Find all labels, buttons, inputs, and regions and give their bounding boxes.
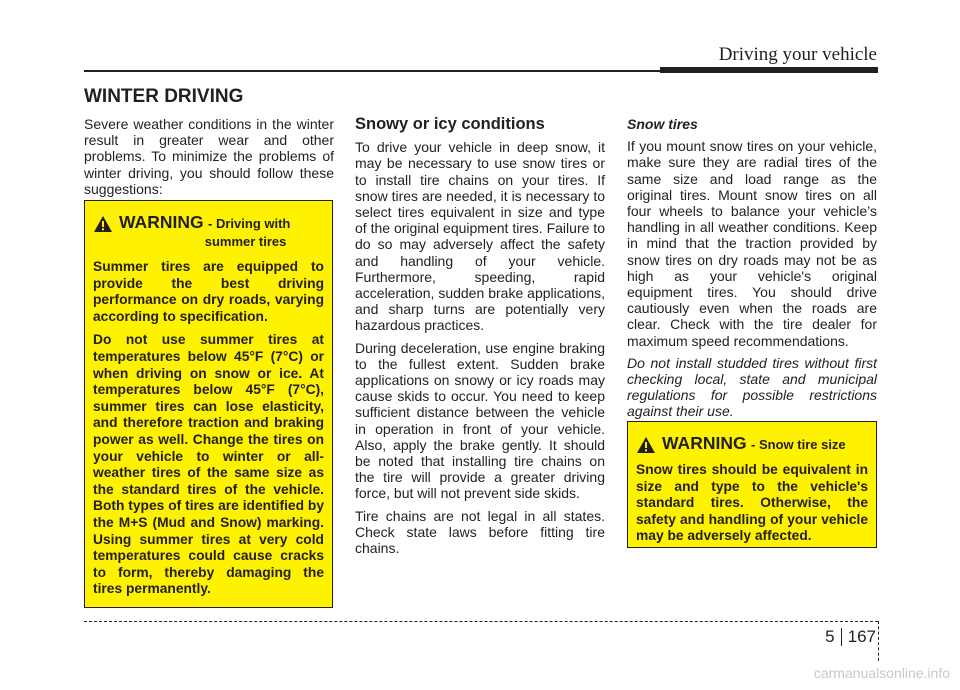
section-title: WINTER DRIVING <box>84 86 244 107</box>
footer-rule <box>84 621 878 622</box>
warning-body <box>93 259 324 598</box>
warning-paragraph: Snow tires should be equivalent in size and type to the vehicle's standard tires. Otherwise, the safety and handling of your vehicle may be adversely affected. <box>636 462 868 544</box>
body-paragraph: During deceleration, use engine braking to the fullest extent. Sudden brake applications on snowy or icy roads may cause skids to occur. You need to keep sufficient distance between the vehicle in operation in front of your vehicle. Also, apply the brake gently. It should be noted that installing tire chains on the tire will provide a greater driving force, but will not prevent side skids. <box>355 339 605 502</box>
studded-tires-note: Do not install studded tires without first checking local, state and municipal regulations for possible restrictions against their use. <box>627 354 877 420</box>
warning-box-snow-tire-size <box>627 421 877 548</box>
header-bar <box>660 67 878 73</box>
chapter-number: 5 <box>825 627 835 646</box>
warning-paragraph: Summer tires are equipped to provide the best driving performance on dry roads, varying according to specification. <box>93 259 324 324</box>
body-paragraph: If you mount snow tires on your vehicle, make sure they are radial tires of the same size and load range as the original tires. Mount snow tires on all four wheels to balance your vehicle’s handling in all weather conditions. Keep in mind that the traction provided by snow tires on dry roads may not be as high as your vehicle's original equipment tires. You should drive cautiously even when the roads are clear. Check with the tire dealer for maximum speed recommendations. <box>627 138 877 349</box>
chapter-title: Driving your vehicle <box>718 44 877 65</box>
warning-triangle-icon <box>93 215 113 233</box>
warning-body <box>636 462 868 545</box>
page-number-value: 167 <box>847 627 876 646</box>
warning-paragraph: Do not use summer tires at temperatures below 45°F (7°C) or when driving on snow or ice. At temperatures below 45°F (7°C), summer tires can lose elasticity, and therefore traction and braking power as well. Change the tires on your vehicle to winter or all-weather tires of the same size as the standard tires of the vehicle. Both types of tires are identified by the M+S (Mud and Snow) marking. Using summer tires at very cold temperatures could cause cracks to form, thereby damaging the tires permanently. <box>93 332 324 597</box>
warning-subtitle: - Driving with <box>208 216 291 231</box>
snowy-conditions-title: Snowy or icy conditions <box>355 115 545 133</box>
column-middle <box>355 116 605 562</box>
body-paragraph: To drive your vehicle in deep snow, it may be necessary to use snow tires or to install tire chains on your tires. If snow tires are needed, it is necessary to select tires equivalent in size and type of the original equipment tires. Failure to do so may adversely affect the safety and handling of your vehicle. Furthermore, speeding, rapid acceleration, sudden brake applications, and sharp turns are potentially very hazardous practices. <box>355 139 605 334</box>
column-right <box>627 116 877 426</box>
warning-subtitle-line2: summer tires <box>204 234 287 249</box>
intro-paragraph: Severe weather conditions in the winter result in greater wear and other problems. To minimize the problems of winter driving, you should follow these suggestions: <box>84 116 334 197</box>
footer-divider <box>878 621 879 661</box>
column-left <box>84 116 334 203</box>
warning-box-summer-tires <box>84 200 333 608</box>
warning-triangle-icon <box>636 436 656 454</box>
warning-subtitle: - Snow tire size <box>751 437 846 452</box>
page-number <box>825 627 876 647</box>
warning-header <box>636 434 868 454</box>
snow-tires-title: Snow tires <box>627 116 698 132</box>
warning-header <box>93 213 324 251</box>
warning-word: WARNING <box>119 212 204 232</box>
page-number-separator <box>841 628 842 646</box>
header-rule <box>84 70 660 72</box>
watermark: carmanualsonline.info <box>813 665 950 681</box>
body-paragraph: Tire chains are not legal in all states. Check state laws before fitting tire chains. <box>355 507 605 557</box>
warning-word: WARNING <box>662 433 747 453</box>
